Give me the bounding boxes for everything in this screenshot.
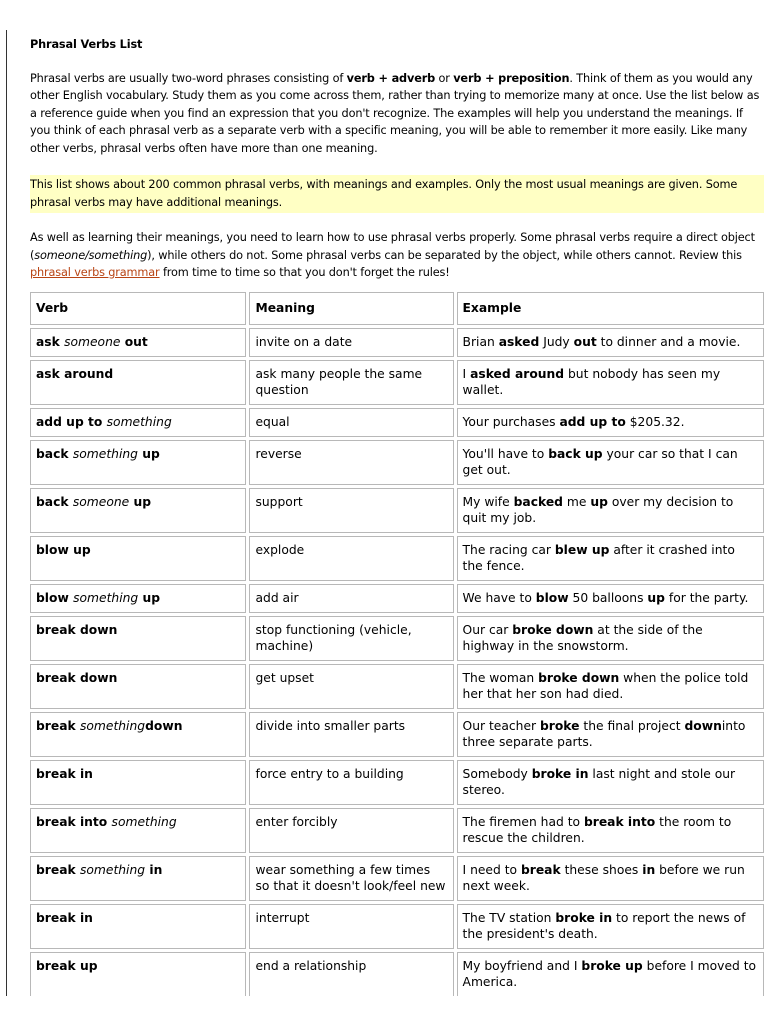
table-row (30, 536, 764, 581)
text-segment: something (111, 814, 177, 829)
text-segment: ask (36, 334, 65, 349)
text-segment: up (129, 494, 152, 509)
text-segment: at the side of the highway in the snowstorm. (462, 622, 703, 653)
text-segment: verb + preposition (453, 71, 570, 85)
text-segment: Our teacher (462, 718, 540, 733)
text-segment: broke (539, 718, 580, 733)
meaning-cell: ask many people the same question (249, 360, 453, 405)
text-segment: break into (583, 814, 656, 829)
verb-cell (30, 808, 246, 853)
text-segment: someone/something (34, 248, 148, 262)
text-segment: Our car (462, 622, 513, 637)
text-segment: break (36, 862, 80, 877)
verb-cell (30, 856, 246, 901)
example-cell (457, 808, 764, 853)
verb-cell (30, 616, 246, 661)
text-segment: 50 balloons (568, 590, 648, 605)
text-segment: break in (36, 910, 93, 925)
text-segment: to dinner and a movie. (596, 334, 741, 349)
text-segment: or (435, 71, 454, 85)
text-segment: someone (72, 494, 130, 509)
text-segment: ), while others do not. Some phrasal verbs can be separated by the object, while others cannot. Review this (147, 248, 742, 262)
text-segment: over my decision to quit my job. (462, 494, 734, 525)
verb-cell (30, 664, 246, 709)
text-segment: ask around (36, 366, 114, 381)
verb-cell (30, 408, 246, 437)
text-segment: broke in (531, 766, 589, 781)
text-segment: We have to (462, 590, 536, 605)
text-segment: back (36, 494, 73, 509)
text-segment: As well as learning their meanings, you need to learn how to use phrasal verbs properly. Some phrasal verbs require a direct object ( (30, 231, 755, 262)
text-segment: for the party. (664, 590, 749, 605)
meaning-cell: add air (249, 584, 453, 613)
verb-cell (30, 360, 246, 405)
text-segment: The woman (462, 670, 539, 685)
meaning-cell: support (249, 488, 453, 533)
meaning-cell: get upset (249, 664, 453, 709)
text-segment: up (138, 590, 161, 605)
grammar-link[interactable]: phrasal verbs grammar (30, 266, 160, 279)
verb-cell (30, 488, 246, 533)
text-segment: You'll have to (462, 446, 549, 461)
text-segment: Brian (462, 334, 499, 349)
table-row (30, 488, 764, 533)
example-cell (457, 488, 764, 533)
text-segment: The racing car (462, 542, 555, 557)
text-segment: when the police told her that her son had died. (462, 670, 749, 701)
example-cell (457, 360, 764, 405)
text-segment: backed (513, 494, 563, 509)
text-segment: asked (498, 334, 540, 349)
text-segment: broke in (555, 910, 613, 925)
example-cell (457, 904, 764, 949)
text-segment: break down (36, 622, 118, 637)
text-segment: back up (548, 446, 603, 461)
text-segment: break into (36, 814, 112, 829)
verb-cell (30, 760, 246, 805)
text-segment: $205.32. (625, 414, 685, 429)
text-segment: in (145, 862, 163, 877)
example-cell (457, 408, 764, 437)
example-cell (457, 760, 764, 805)
verb-cell (30, 440, 246, 485)
table-row (30, 904, 764, 949)
text-segment: out (120, 334, 148, 349)
meaning-cell: wear something a few times so that it doesn't look/feel new (249, 856, 453, 901)
text-segment: the room to rescue the children. (462, 814, 732, 845)
text-segment: blew up (554, 542, 610, 557)
example-cell (457, 440, 764, 485)
meaning-cell: enter forcibly (249, 808, 453, 853)
text-segment: back (36, 446, 73, 461)
text-segment: broke up (581, 958, 643, 973)
example-cell (457, 536, 764, 581)
table-row (30, 440, 764, 485)
text-segment: last night and stole our stereo. (462, 766, 736, 797)
left-border-line (6, 30, 7, 996)
page-title: Phrasal Verbs List (30, 38, 143, 51)
text-segment: up (647, 590, 665, 605)
text-segment: the final project (579, 718, 685, 733)
header-meaning: Meaning (249, 292, 453, 325)
table-row (30, 808, 764, 853)
text-segment: before we run next week. (462, 862, 745, 893)
text-segment: Judy (539, 334, 574, 349)
highlight-note: This list shows about 200 common phrasal verbs, with meanings and examples. Only the most usual meanings are given. Some phrasal verbs may have additional meanings. (30, 175, 764, 213)
text-segment: someone (64, 334, 121, 349)
table-row (30, 408, 764, 437)
example-cell (457, 616, 764, 661)
verb-cell (30, 712, 246, 757)
text-segment: My wife (462, 494, 514, 509)
example-cell (457, 328, 764, 357)
text-segment: Phrasal verbs are usually two-word phrases consisting of (30, 71, 347, 85)
text-segment: down (684, 718, 722, 733)
text-segment: Somebody (462, 766, 532, 781)
table-row (30, 664, 764, 709)
intro-paragraph (30, 70, 764, 158)
phrasal-verbs-table (30, 289, 764, 997)
example-cell (457, 952, 764, 997)
example-cell (457, 856, 764, 901)
text-segment: I (462, 366, 471, 381)
text-segment: out (573, 334, 597, 349)
meaning-cell: explode (249, 536, 453, 581)
text-segment: broke down (512, 622, 594, 637)
text-segment: break (520, 862, 561, 877)
table-row (30, 584, 764, 613)
meaning-cell: interrupt (249, 904, 453, 949)
table-row (30, 952, 764, 997)
text-segment: down (145, 718, 183, 733)
meaning-cell: reverse (249, 440, 453, 485)
document-body (30, 36, 764, 996)
table-row (30, 360, 764, 405)
text-segment: into three separate parts. (462, 718, 746, 749)
table-body (30, 328, 764, 997)
header-verb: Verb (30, 292, 246, 325)
example-cell (457, 712, 764, 757)
text-segment: break down (36, 670, 118, 685)
text-segment: add up to (36, 414, 107, 429)
text-segment: break (36, 718, 80, 733)
text-segment: verb + adverb (346, 71, 436, 85)
example-cell (457, 664, 764, 709)
verb-cell (30, 536, 246, 581)
text-segment: . Think of them as you would any other English vocabulary. Study them as you come across them, rather than trying to memorize many at once. Use the list below as a reference guide when you find an expression that you don't recognize. The examples will help you understand the meanings. If you think of each phrasal verb as a separate verb with a specific meaning, you will be able to remember it more easily. Like many other verbs, phrasal verbs often have more than one meaning. (30, 71, 760, 155)
text-segment: something (106, 414, 172, 429)
text-segment: blow (535, 590, 569, 605)
grammar-paragraph (30, 229, 764, 282)
table-header-row (30, 292, 764, 325)
text-segment: in (642, 862, 656, 877)
example-cell (457, 584, 764, 613)
text-segment: but nobody has seen my wallet. (462, 366, 721, 397)
text-segment: I need to (462, 862, 521, 877)
meaning-cell: stop functioning (vehicle, machine) (249, 616, 453, 661)
table-row (30, 712, 764, 757)
text-segment: from time to time so that you don't forget the rules! (159, 266, 450, 279)
verb-cell (30, 904, 246, 949)
verb-cell (30, 952, 246, 997)
table-row (30, 856, 764, 901)
text-segment: The firemen had to (462, 814, 584, 829)
meaning-cell: equal (249, 408, 453, 437)
text-segment: My boyfriend and I (462, 958, 582, 973)
meaning-cell: divide into smaller parts (249, 712, 453, 757)
meaning-cell: invite on a date (249, 328, 453, 357)
text-segment: blow up (36, 542, 91, 557)
text-segment: add up to (559, 414, 626, 429)
text-segment: blow (36, 590, 74, 605)
text-segment: something (73, 590, 139, 605)
text-segment: to report the news of the president's death. (462, 910, 746, 941)
header-example: Example (457, 292, 764, 325)
meaning-cell: end a relationship (249, 952, 453, 997)
text-segment: before I moved to America. (462, 958, 757, 989)
text-segment: asked around (470, 366, 565, 381)
text-segment: break in (36, 766, 93, 781)
text-segment: something (72, 446, 138, 461)
meaning-cell: force entry to a building (249, 760, 453, 805)
text-segment: something (79, 718, 146, 733)
text-segment: The TV station (462, 910, 556, 925)
text-segment: break up (36, 958, 98, 973)
text-segment: up (137, 446, 160, 461)
table-row (30, 760, 764, 805)
verb-cell (30, 328, 246, 357)
text-segment: something (79, 862, 146, 877)
text-segment: these shoes (560, 862, 643, 877)
text-segment: your car so that I can get out. (462, 446, 738, 477)
verb-cell (30, 584, 246, 613)
table-row (30, 328, 764, 357)
text-segment: Your purchases (462, 414, 560, 429)
table-row (30, 616, 764, 661)
text-segment: up (590, 494, 608, 509)
text-segment: after it crashed into the fence. (462, 542, 735, 573)
text-segment: broke down (538, 670, 620, 685)
text-segment: me (563, 494, 591, 509)
